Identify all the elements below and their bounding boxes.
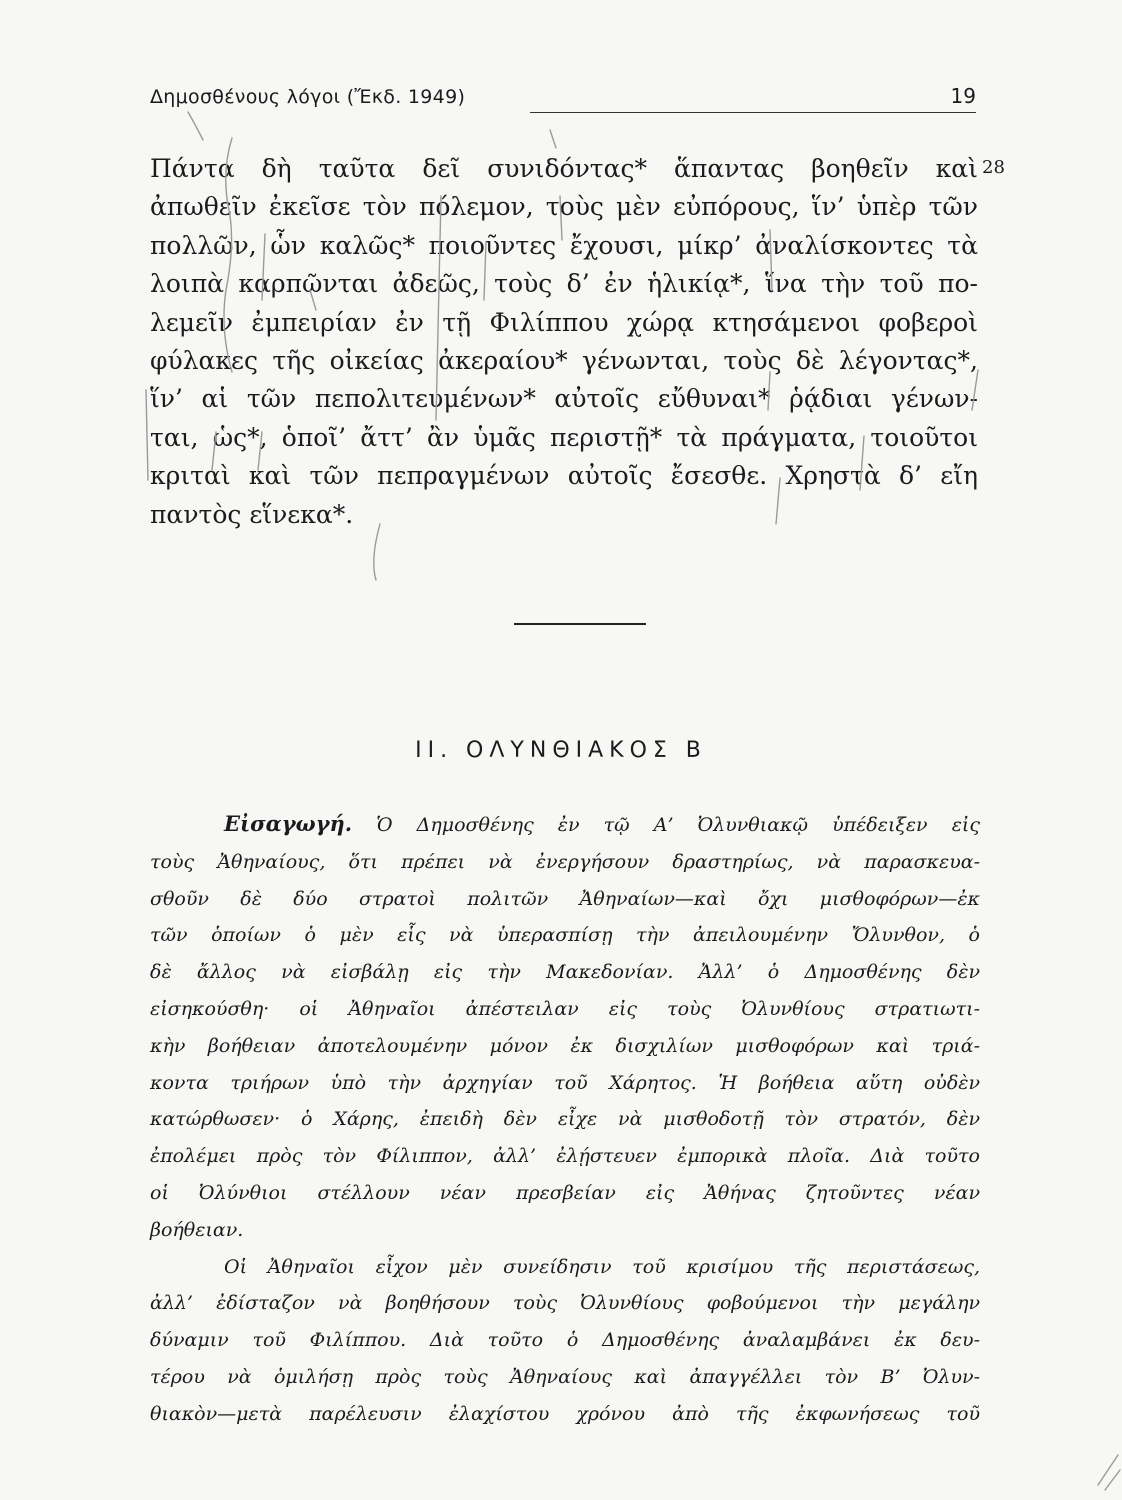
section-divider (514, 623, 646, 625)
header-rule (530, 112, 976, 113)
introduction (150, 806, 980, 1433)
pencil-mark (550, 130, 556, 148)
pencil-mark (1098, 1455, 1118, 1485)
greek-line: κριταὶ καὶ τῶν πεπραγμένων αὐτοῖς ἔσεσθε. Χρηστὰ δ’ εἴη (150, 461, 978, 491)
intro-line (150, 1249, 980, 1286)
greek-line: ἵν’ αἱ τῶν πεπολιτευμένων* αὐτοῖς εὔθυναι* ῥᾴδιαι γένων- (150, 384, 978, 414)
intro-line: κοντα τριήρων ὑπὸ τὴν ἀρχηγίαν τοῦ Χάρητος. Ἡ βοήθεια αὕτη οὐδὲν (150, 1071, 980, 1094)
intro-line: σθοῦν δὲ δύο στρατοὶ πολιτῶν Ἀθηναίων—καὶ ὄχι μισθοφόρων—ἐκ (150, 887, 980, 910)
section-margin-number: 28 (982, 157, 1005, 178)
greek-line: πολλῶν, ὧν καλῶς* ποιοῦντες ἔχουσι, μίκρ’ ἀναλίσκοντες τὰ (150, 230, 978, 260)
intro-line: τέρου νὰ ὁμιλήσῃ πρὸς τοὺς Ἀθηναίους καὶ ἀπαγγέλλει τὸν Β’ Ὀλυν- (150, 1365, 980, 1388)
greek-line: Πάντα δὴ ταῦτα δεῖ συνιδόντας* ἅπαντας βοηθεῖν καὶ (150, 154, 978, 183)
intro-line: κατώρθωσεν· ὁ Χάρης, ἐπειδὴ δὲν εἶχε νὰ μισθοδοτῇ τὸν στρατόν, δὲν (150, 1108, 980, 1131)
pencil-mark (146, 390, 148, 480)
pencil-mark (1105, 1470, 1120, 1490)
greek-line: φύλακες τῆς οἰκείας ἀκεραίου* γένωνται, τοὺς δὲ λέγοντας*, (150, 346, 978, 376)
intro-line: ἐπολέμει πρὸς τὸν Φίλιππον, ἀλλ’ ἐλῄστευεν ἐμπορικὰ πλοῖα. Διὰ τοῦτο (150, 1145, 980, 1168)
intro-line: κὴν βοήθειαν ἀποτελουμένην μόνον ἐκ δισχιλίων μισθοφόρων καὶ τριά- (150, 1034, 980, 1057)
intro-line: δὲ ἄλλος νὰ εἰσβάλῃ εἰς τὴν Μακεδονίαν. Ἀλλ’ ὁ Δημοσθένης δὲν (150, 961, 980, 984)
intro-line: οἱ Ὀλύνθιοι στέλλουν νέαν πρεσβείαν εἰς Ἀθήνας ζητοῦντες νέαν (150, 1181, 980, 1204)
running-header (150, 82, 976, 112)
greek-line: λεμεῖν ἐμπειρίαν ἐν τῇ Φιλίππου χώρᾳ κτησάμενοι φοβεροὶ (150, 307, 978, 337)
intro-first-line (150, 806, 980, 844)
intro-line: θιακὸν—μετὰ παρέλευσιν ἐλαχίστου χρόνου ἀπὸ τῆς ἐκφωνήσεως τοῦ (150, 1402, 980, 1425)
running-title: Δημοσθένους λόγοι (Ἔκδ. 1949) (150, 86, 466, 108)
greek-line: λοιπὰ καρπῶνται ἀδεῶς, τοὺς δ’ ἐν ἡλικίᾳ*, ἵνα τὴν τοῦ πο- (150, 269, 978, 299)
section-heading: II. ΟΛΥΝΘΙΑΚΟΣ Β (415, 738, 707, 763)
intro-line: εἰσηκούσθη· οἱ Ἀθηναῖοι ἀπέστειλαν εἰς τοὺς Ὀλυνθίους στρατιωτι- (150, 997, 980, 1020)
intro-line: τῶν ὁποίων ὁ μὲν εἷς νὰ ὑπερασπίσῃ τὴν ἀπειλουμένην Ὄλυνθον, ὁ (150, 924, 980, 947)
intro-line: ἀλλ’ ἐδίσταζον νὰ βοηθήσουν τοὺς Ὀλυνθίους φοβούμενοι τὴν μεγάλην (150, 1292, 980, 1315)
greek-passage (150, 150, 978, 534)
greek-line: ται, ὡς*, ὁποῖ’ ἄττ’ ἂν ὑμᾶς περιστῇ* τὰ πράγματα, τοιοῦτοι (150, 422, 978, 452)
page-number: 19 (950, 84, 976, 108)
intro-label: Εἰσαγωγή. (224, 811, 353, 836)
intro-line: βοήθειαν. (150, 1218, 244, 1241)
greek-line: ἀπωθεῖν ἐκεῖσε τὸν πόλεμον, τοὺς μὲν εὐπόρους, ἵν’ ὑπὲρ τῶν (150, 192, 978, 222)
intro-line: τοὺς Ἀθηναίους, ὅτι πρέπει νὰ ἐνεργήσουν δραστηρίως, νὰ παρασκευα- (150, 850, 980, 873)
intro-line: δύναμιν τοῦ Φιλίππου. Διὰ τοῦτο ὁ Δημοσθένης ἀναλαμβάνει ἐκ δευ- (150, 1329, 980, 1352)
greek-line: παντὸς εἵνεκα*. (150, 499, 354, 529)
intro-text: Ὁ Δημοσθένης ἐν τῷ Α’ Ὀλυνθιακῷ ὑπέδειξεν εἰς (376, 814, 980, 836)
intro-paragraph-2-start: Οἱ Ἀθηναῖοι εἶχον μὲν συνείδησιν τοῦ κρισίμου τῆς περιστάσεως, (224, 1255, 980, 1278)
pencil-mark (188, 112, 203, 140)
